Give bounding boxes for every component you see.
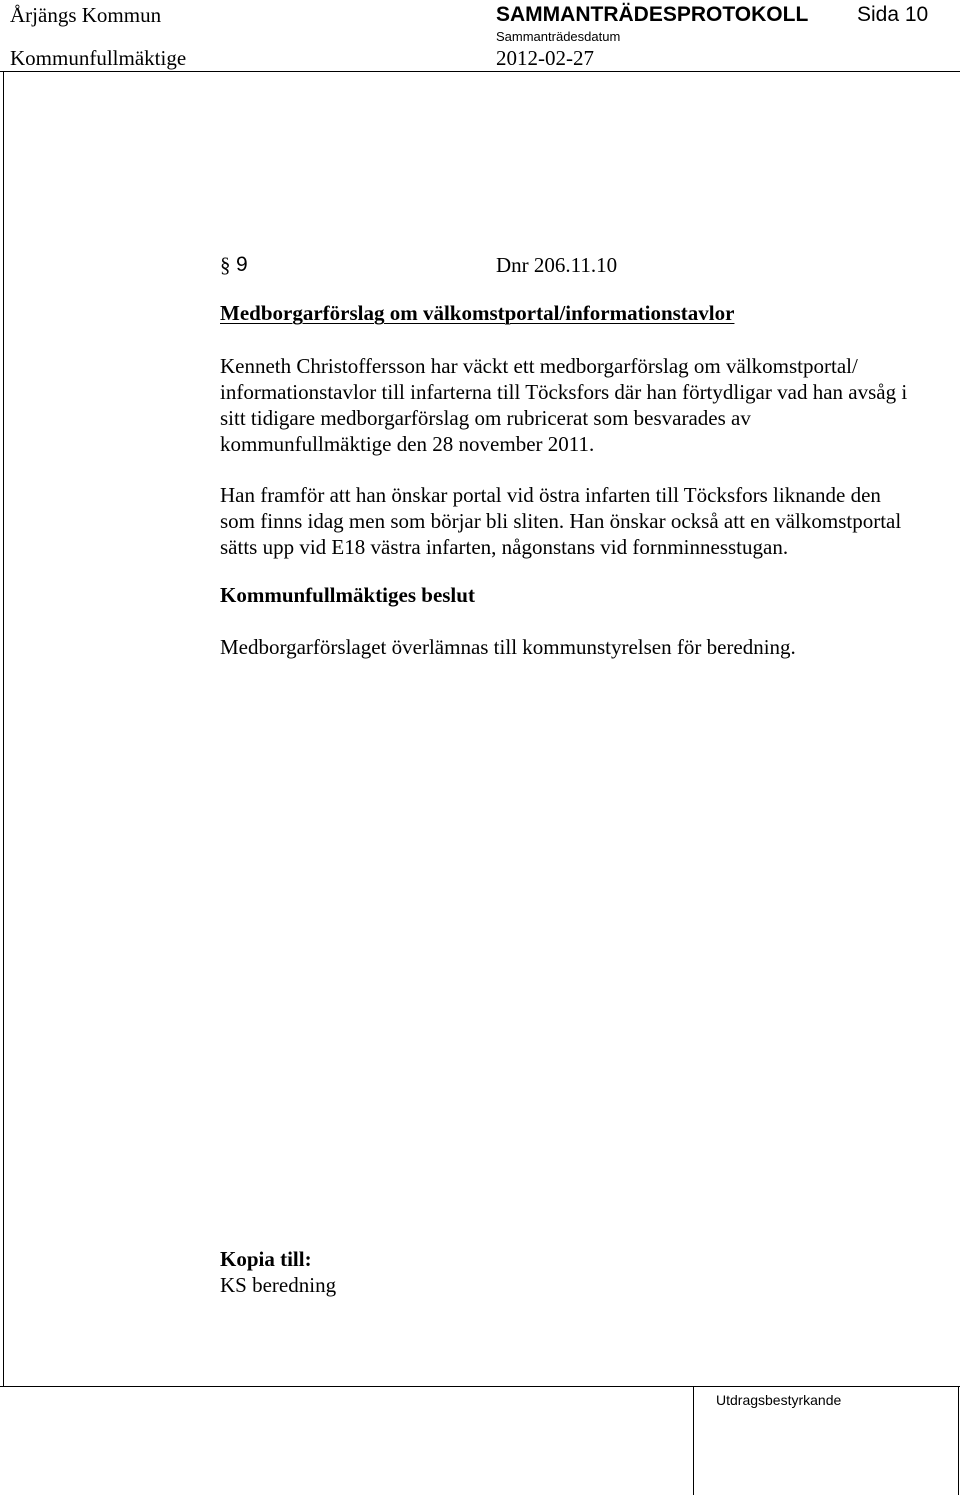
section-sign: § xyxy=(220,253,231,277)
council-name: Kommunfullmäktige xyxy=(10,46,187,70)
header-divider xyxy=(0,71,960,72)
body-line: sätts upp vid E18 västra infarten, någonstans vid fornminnesstugan. xyxy=(220,535,789,559)
meeting-date: 2012-02-27 xyxy=(496,46,594,70)
body-line: kommunfullmäktige den 28 november 2011. xyxy=(220,432,595,456)
body-paragraph xyxy=(220,482,901,560)
body-line: informationstavlor till infarterna till Töcksfors där han förtydligar vad han avsåg i xyxy=(220,380,908,404)
document-type: SAMMANTRÄDESPROTOKOLL xyxy=(496,3,809,26)
municipality-name: Årjängs Kommun xyxy=(10,3,162,27)
paragraph-title: Medborgarförslag om välkomstportal/informationstavlor xyxy=(220,301,735,325)
signature-box-left-line xyxy=(693,1386,694,1495)
registration-number: Dnr 206.11.10 xyxy=(496,253,618,277)
body-paragraph xyxy=(220,353,907,457)
attestation-label: Utdragsbestyrkande xyxy=(716,1392,842,1408)
footer-divider xyxy=(0,1386,960,1387)
decision-text: Medborgarförslaget överlämnas till kommunstyrelsen för beredning. xyxy=(220,635,796,659)
body-line: Kenneth Christoffersson har väckt ett medborgarförslag om välkomstportal/ xyxy=(220,354,858,378)
page-label: Sida 10 xyxy=(857,3,929,26)
copy-recipient: KS beredning xyxy=(220,1273,337,1297)
body-line: som finns idag men som börjar bli sliten. Han önskar också att en välkomstportal xyxy=(220,509,902,533)
meeting-date-label: Sammanträdesdatum xyxy=(496,29,621,44)
body-line: Han framför att han önskar portal vid östra infarten till Töcksfors liknande den xyxy=(220,483,881,507)
copy-to-label: Kopia till: xyxy=(220,1247,312,1271)
signature-box-right-line xyxy=(958,1386,959,1495)
left-margin-line xyxy=(3,71,4,1386)
paragraph-number: 9 xyxy=(236,253,248,276)
decision-heading: Kommunfullmäktiges beslut xyxy=(220,583,475,607)
body-line: sitt tidigare medborgarförslag om rubricerat som besvarades av xyxy=(220,406,751,430)
